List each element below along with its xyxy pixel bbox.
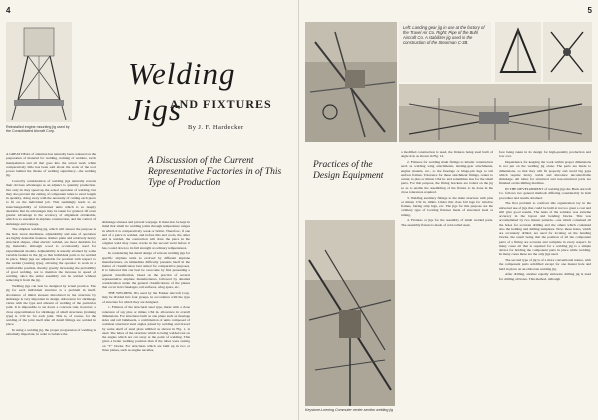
paragraph: The first problem to confront this organization lay in the universal use of jigs that could be built at not too great a cost and still give good results. The basis of the solution was extreme accuracy in the layout and bending blocks. This was accomplished by two master patterns—one which contained all the holes for accurate drilling and the others which contained also the holding and drilling templates. Now, these holes, which are accurately drilled, are used for locating on the bending blocks, the result being that the position of all the component parts of a fitting are accurate and complete in every respect. In many cases all that is required for a welding jig is a simple device for holding the component parts in place while welding. In many cases these are the only jigs used. [499,201,591,257]
photo-caption: Reinstalled engine mounting jig used by the Consolidated Aircraft Corp. [6,125,70,134]
article-deck-continued: Practices of the Design Equipment [313,160,384,181]
landing-gear-jig-illustration [305,22,397,142]
paragraph: face being taken in its design for high-quantity production and low cost. [499,150,591,159]
paragraph: A GREAT DEAL of attention has naturally been centered on the preparation of material for welding, training of welders, torch manipulation and all that goes into the actual weld, while comparatively little has been said about the work of the tool power behind the throne of welding supremacy—the welding jig. [6,152,96,178]
photo-caption: Left: Landing gear jig in use at the factory of the Travel Air Co. Right: Pipe of the Buhl Aircraft Co. A stabilizer jig used in the construction of the Stearman C-3B. [403,25,485,45]
triangle-jig-photo [495,22,541,82]
byline: By J. F. Hardecker [188,124,244,131]
paragraph: The simplest welding jig, which will answer the purpose is the best. Great sturdiness, adjustability and ease of operation are highly desirable features. Rather plain and relatively heavy structural shapes, often electric welded, are most desirable for jig materials, although wood is occasionally used for experimental models. Adjustability is usually attained by some variable feature in the jig so that individual parts to be welded in place. Many jigs are adjustable for position with respect to the welder (rotating type), allowing the operator to work in a comfortable position, thereby greatly increasing the probability of good welding, not to mention the increase in speed of welding, since the entire assembly can be welded without removing it from the jig. [6,227,96,283]
paragraph: Correctly consideration of welding jigs naturally reveals their obvious advantages as an adjunct to quantity production. Not only do they speed up the actual operation of welding, but they also prevent the cutting of component tubes to exact length in quantity, doing away with the necessity of cutting each piece to fit on the individual job. This seemingly leads to an interchangeability of fabricated units which is so deeply desirable that its advantages may be taken for granted. Of even greater advantage is the accuracy of alignment obtainable, which is so essential in airplane construction, and the control of shrinkage and warpage. [6,179,96,226]
engine-mount-jig-photo [6,22,72,122]
column-1 [401,150,493,412]
engine-mount-jig-illustration [6,22,72,122]
article-title: Welding Jigs [128,56,236,127]
page-number: 4 [6,6,11,15]
caption-box [399,22,491,82]
center-section-jig-illustration [305,220,395,406]
center-section-jig-photo [305,220,395,406]
paragraph: 3. Welding auxiliary fittings to the main structure with plus or minus 1/32 in. limits. Under this class fall lugs for window frames, fairing strip lugs, etc. The jigs for this purpose are the ordinary type of locating fixtures made of structural steel or tubing. [401,195,493,217]
column-2 [499,150,591,412]
column-2 [102,220,190,414]
paragraph: Dependence for keeping the work within proper dimensions is not put on the welding jig alone. The parts are made to dimensions, so that they will fit properly and avoid big gaps which require heavy welds and introduce uncontrollable shrinkage. All tubes for structural and non-structural parts are finished on the milling machine. [499,160,591,186]
column-1 [6,152,96,414]
paragraph: In using a welding jig, the proper progression of welding is extremely important, in order to balance the [6,328,96,337]
stabilizer-jig-photo [399,84,592,142]
paragraph: After drilling, another equally elaborate drilling jig is used for drilling all holes. This method, although [499,272,591,281]
article-subtitle: AND FIXTURES [170,97,272,111]
paragraph: 1. Fixtures of the structural steel type, made with a close tolerance of say plus or minus 1/64 in. allowance in overall dimensions. For structures built as one plane such as fuselage sides and tail bulkheads, a combination of units composed of common structural steel angles joined by welding and braced by some shelf of steel plate nibbled as shown in Fig. 1, is used. The tubes of the structure which is being welded rest on the angles which are cut away at the point of welding. This gives a better welding position than if the tubes were resting on "V" blocks. For structures which are built up in two or three planes, such as engine nacelles, [102,305,190,352]
paragraph: 4. Fixtures or jigs for the assembly of small welded parts. The assembly fixture is made of cold-rolled steel, [401,218,493,227]
paragraph: shrinkage stresses and prevent warpage. It must also be kept in mind that small tie welding joints through temperature ranges in which it is comparatively weak or brittle. Therefore, if one end of a piece is welded, and before this end cools, the other end is welded, the contraction will draw the piece in the original weld may cause cracks in the second weld before it has cooled down to its full strength at ordinary temperatures. [102,220,190,250]
fitting-photo [543,22,592,82]
page-number: 5 [587,6,592,15]
triangle-fitting-illustration [495,22,541,82]
paragraph: The second type of jig is of a more conventional nature, with the component parts solidified except for one master hole and held in place on an elaborate welding jig. [499,258,591,271]
paragraph: THE WELDING JIG used by the Fokker Aircraft Corp. may be divided into four groups, in accordance with the type of structure for which they are designed. [102,291,190,304]
article-deck: A Discussion of the Current Representative Factories in of This Type of Production [148,156,282,188]
right-page [299,0,598,420]
stabilizer-jig-illustration [399,84,592,142]
photo-caption: Keystone-Loening Commuter center-section welding jig [305,408,394,412]
landing-gear-jig-photo [305,22,397,142]
paragraph: In considering the detail design of various welding jigs for specific airplane units as evolved by different airplane manufacturers, an immediate difficulty presents itself in the matter of classification best suited for comparative purposes. It is believed this can best be overcome by first presenting a general classification, based on the practice of several representative airplane manufacturers, followed by detailed consideration under the general classifications of the planes that occur in its fuselages, tail surfaces, wing spars, etc. [102,251,190,290]
fitting-illustration [543,22,592,82]
paragraph: a modified construction is used, the fixtures being steel built of angle iron as shown in Fig. 12. [401,150,493,159]
paragraph: Welding jigs can best be designed by actual practice. The jig for each individual structure is a problem in itself. Avoidance of initial stresses introduced in the structure by shrinkage is very important in design. Allowance for shrinkage varies with the type and amount of welding of the particular joint. It is impossible to set down a concrete rule, however, a close approximation for shrinkage of small structures (training type) is 1/32 in. for each joint. This is, of course, for the welding of the joint itself after all detail fittings are welded in place. [6,284,96,327]
paragraph: 2. Fixtures for welding main fittings to tubular construction such as welding wing attachments, landing-gear attachments, engine mounts, etc., to the fuselage or hinge-pin lugs to tail surface frames. Tolerance for these attachment fittings, center to center, is plus or minus 1/64 in. and sometimes less for the small parts. For this purpose, the fitting brackets are bolted on the jig so as to enable the assembling of the fixture to be done in the close tolerances required. [401,160,493,194]
paragraph: IN THE DEVELOPMENT of welding jigs the Buck Aircraft Co. follows two general methods differing considerably in both procedure and results obtained. [499,187,591,200]
